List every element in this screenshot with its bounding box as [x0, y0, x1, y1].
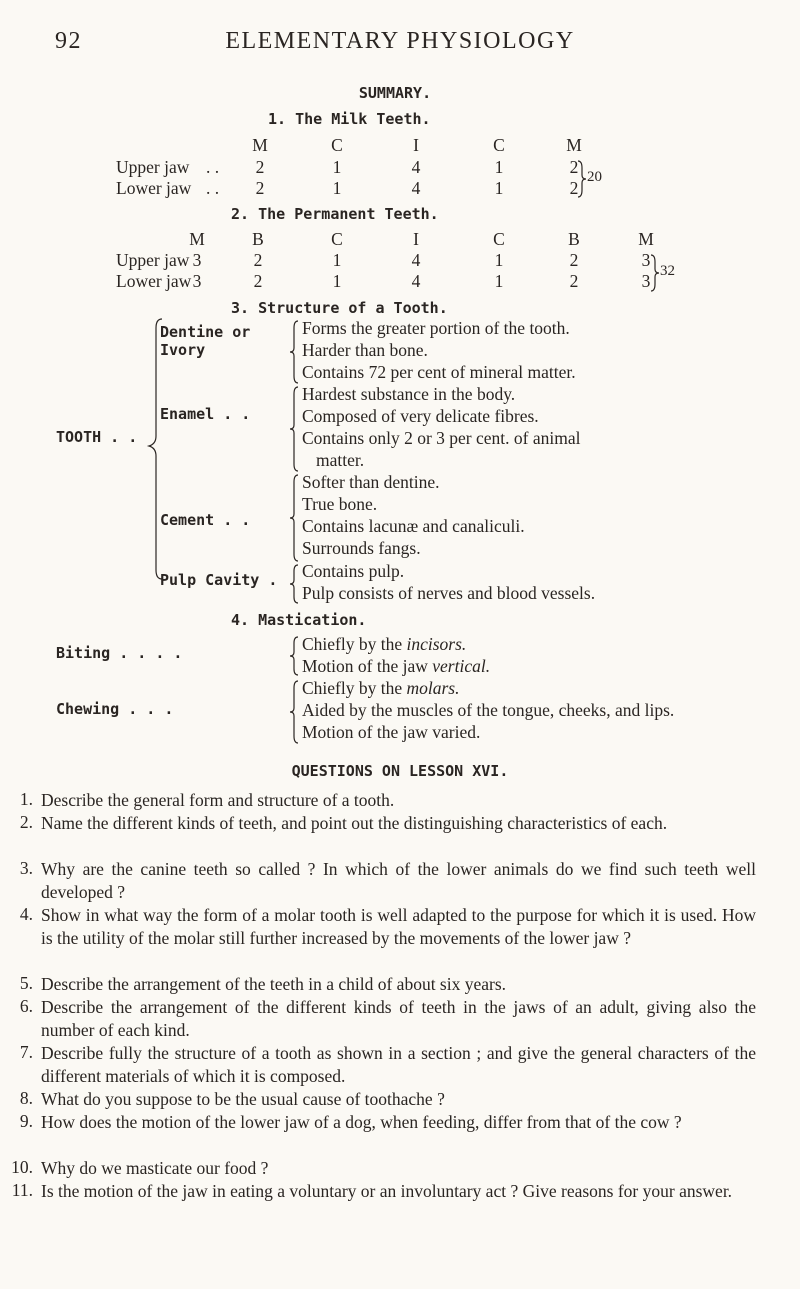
part-description: Composed of very delicate fibres.: [302, 406, 539, 426]
table-cell: 2: [569, 271, 579, 291]
part-name: Enamel . .: [160, 405, 251, 423]
summary-title: SUMMARY.: [358, 84, 432, 102]
table-cell: 1: [332, 250, 342, 270]
tooth-group-label: TOOTH . .: [56, 428, 138, 446]
table-cell: 2: [253, 250, 263, 270]
biting-label: Biting . . . .: [56, 644, 183, 662]
table-cell: 1: [494, 157, 504, 177]
part-description: matter.: [316, 450, 365, 470]
chewing-line-2: Aided by the muscles of the tongue, cheeks, and lips.: [302, 700, 675, 720]
biting-line-1: Chiefly by the incisors.: [302, 634, 467, 654]
part-description: Forms the greater portion of the tooth.: [302, 318, 570, 338]
perm-col-header: B: [252, 229, 264, 249]
left-brace-icon: [289, 474, 299, 562]
table-cell: 2: [253, 271, 263, 291]
row-label: Upper jaw: [116, 157, 190, 177]
structure-heading: 3. Structure of a Tooth.: [231, 299, 448, 317]
table-cell: 2: [255, 178, 265, 198]
milk-total: 20: [587, 169, 602, 185]
permanent-teeth-heading: 2. The Permanent Teeth.: [231, 205, 439, 223]
table-cell: 1: [332, 178, 342, 198]
milk-col-header: M: [566, 135, 582, 155]
milk-teeth-heading: 1. The Milk Teeth.: [268, 110, 431, 128]
table-cell: 1: [494, 178, 504, 198]
milk-col-header: C: [331, 135, 343, 155]
milk-col-header: I: [413, 135, 419, 155]
part-name: Ivory: [160, 341, 206, 359]
perm-col-header: B: [568, 229, 580, 249]
part-description: Contains 72 per cent of mineral matter.: [302, 362, 576, 382]
perm-col-header: M: [638, 229, 654, 249]
row-label: Lower jaw: [116, 271, 192, 291]
part-description: Hardest substance in the body.: [302, 384, 516, 404]
table-cell: 2: [569, 178, 579, 198]
perm-col-header: C: [493, 229, 505, 249]
left-brace-icon: [289, 680, 299, 744]
questions-title: QUESTIONS ON LESSON XVI.: [291, 762, 509, 780]
permanent-total: 32: [660, 263, 675, 279]
milk-col-header: C: [493, 135, 505, 155]
table-cell: 3: [641, 271, 651, 291]
part-name: Dentine or: [160, 323, 251, 341]
right-brace-icon: [577, 160, 587, 198]
chewing-line-1: Chiefly by the molars.: [302, 678, 460, 698]
chewing-label: Chewing . . .: [56, 700, 174, 718]
table-cell: 3: [192, 250, 202, 270]
leader-dots: . .: [206, 157, 220, 177]
table-cell: 4: [411, 250, 421, 270]
left-brace-icon: [289, 564, 299, 604]
part-description: Contains only 2 or 3 per cent. of animal: [302, 428, 581, 448]
part-description: Contains pulp.: [302, 561, 405, 581]
part-description: Softer than dentine.: [302, 472, 440, 492]
leader-dots: . .: [206, 178, 220, 198]
perm-col-header: M: [189, 229, 205, 249]
table-cell: 4: [411, 271, 421, 291]
running-title: ELEMENTARY PHYSIOLOGY: [225, 28, 575, 54]
part-name: Cement . .: [160, 511, 251, 529]
table-cell: 1: [332, 271, 342, 291]
table-cell: 1: [332, 157, 342, 177]
chewing-line-3: Motion of the jaw varied.: [302, 722, 481, 742]
table-cell: 2: [569, 250, 579, 270]
table-cell: 4: [411, 178, 421, 198]
part-description: Surrounds fangs.: [302, 538, 421, 558]
perm-col-header: I: [413, 229, 419, 249]
left-brace-icon: [289, 320, 299, 384]
part-name: Pulp Cavity .: [160, 571, 278, 589]
part-description: Harder than bone.: [302, 340, 428, 360]
part-description: True bone.: [302, 494, 378, 514]
page-number: 92: [55, 28, 82, 54]
table-cell: 4: [411, 157, 421, 177]
perm-col-header: C: [331, 229, 343, 249]
milk-col-header: M: [252, 135, 268, 155]
table-cell: 1: [494, 271, 504, 291]
biting-line-2: Motion of the jaw vertical.: [302, 656, 491, 676]
row-label: Lower jaw: [116, 178, 192, 198]
table-cell: 1: [494, 250, 504, 270]
table-cell: 2: [569, 157, 579, 177]
part-description: Pulp consists of nerves and blood vessels.: [302, 583, 596, 603]
table-cell: 3: [641, 250, 651, 270]
left-brace-icon: [289, 636, 299, 676]
part-description: Contains lacunæ and canaliculi.: [302, 516, 525, 536]
left-brace-icon: [289, 386, 299, 472]
mastication-heading: 4. Mastication.: [231, 611, 367, 629]
table-cell: 2: [255, 157, 265, 177]
table-cell: 3: [192, 271, 202, 291]
right-brace-icon: [650, 254, 660, 292]
row-label: Upper jaw: [116, 250, 190, 270]
